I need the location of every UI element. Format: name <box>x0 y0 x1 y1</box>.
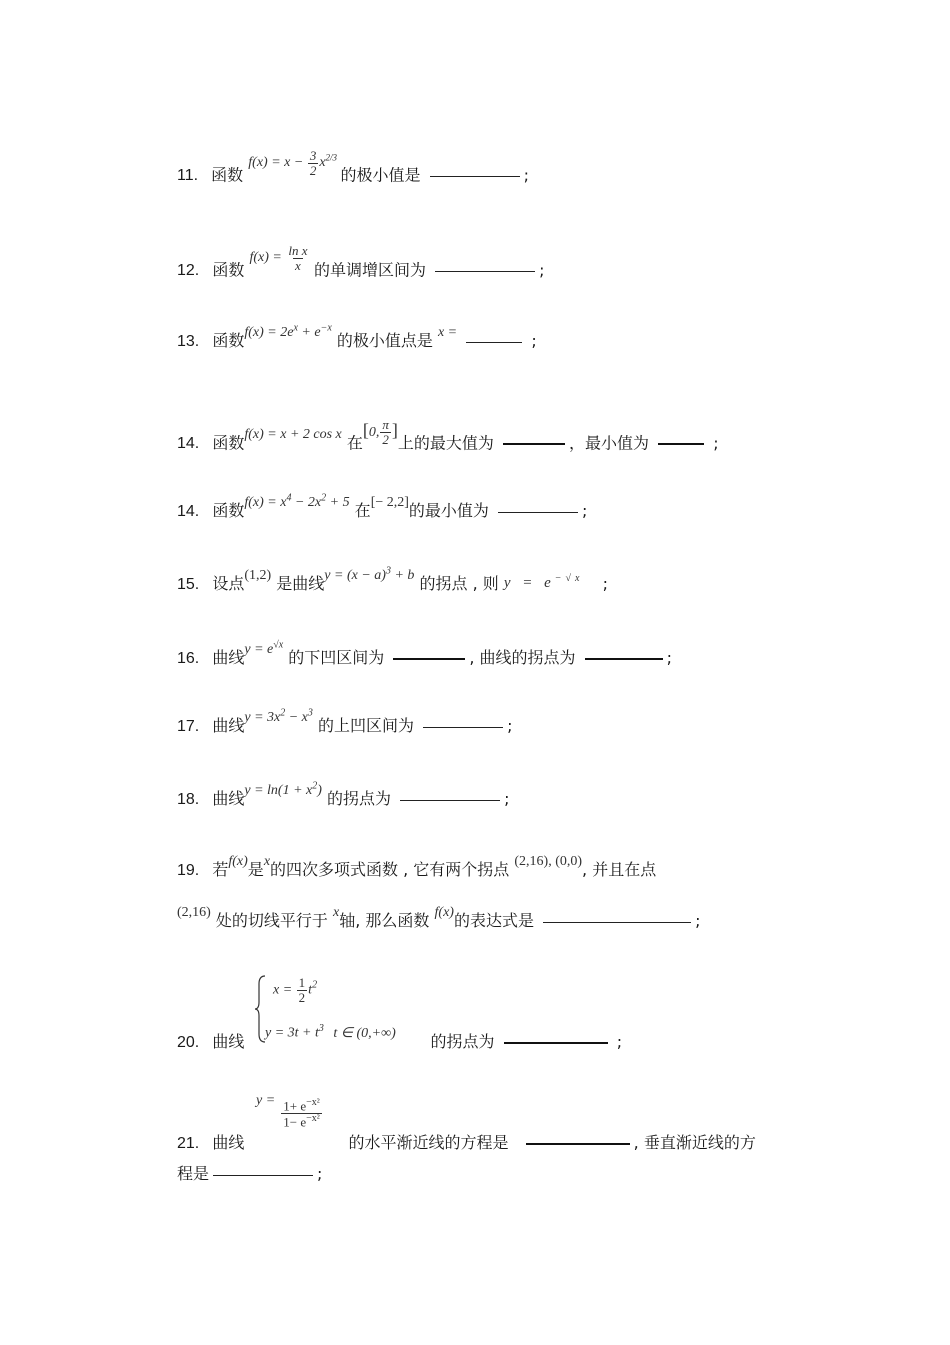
problem-text: 曲线 <box>212 648 245 667</box>
formula: x <box>263 854 271 869</box>
problem-17: 17. 曲线$y = 3x^2 - x^3$ 的上凹区间为 ; <box>177 707 513 735</box>
answer-blank <box>400 799 500 801</box>
problem-text: 是 <box>247 860 264 879</box>
formula: $y = 3x^2 - x^3$ <box>244 707 313 725</box>
problem-text: 的上凹区间为 <box>318 716 415 735</box>
problem-text: 程是 <box>177 1164 210 1183</box>
problem-text: 轴, 那么函数 <box>339 911 430 930</box>
problem-21 <box>177 1135 756 1152</box>
formula: f(x) = x + 2 cos x <box>244 427 342 443</box>
answer-blank <box>430 175 520 177</box>
problem-text: 上的最大值为 <box>397 433 494 453</box>
problem-number: 15. <box>177 576 200 593</box>
formula: $y = \ln(1 + x^2)$ <box>244 780 322 798</box>
answer-blank <box>498 511 578 513</box>
formula: $f(x) = x^4 - 2x^2 + 5$ <box>244 492 350 510</box>
problem-text: 函数 <box>212 260 245 280</box>
answer-blank <box>213 1174 313 1176</box>
problem-16: 16. 曲线$y = e^{√x}$ 的下凹区间为 , 曲线的拐点为 ; <box>177 639 673 667</box>
formula: (2,16), (0,0) <box>514 854 583 869</box>
problem-text: 曲线 <box>212 1032 245 1051</box>
formula: $y = (x - a)^3 + b$ <box>324 565 415 583</box>
problem-text: , 并且在点 <box>582 860 657 879</box>
problem-text: 函数 <box>212 501 245 520</box>
problem-text: , 曲线的拐点为 <box>469 648 576 667</box>
formula: (2,16) <box>177 905 211 920</box>
problem-text: 处的切线平行于 <box>215 911 328 930</box>
answer-blank <box>504 1041 608 1044</box>
problem-text: 曲线 <box>212 1133 245 1152</box>
problem-text: 设点 <box>212 574 245 593</box>
problem-number: 13. <box>177 333 200 350</box>
problem-text: 在 <box>354 501 371 520</box>
answer-blank <box>393 657 465 660</box>
problem-text: 的水平渐近线的方程是 <box>348 1133 509 1152</box>
problem-number: 19. <box>177 862 200 879</box>
problem-number: 21. <box>177 1135 200 1152</box>
problem-19-line2: (2,16) 处的切线平行于 x轴, 那么函数 f(x)的表达式是 ; <box>177 905 701 930</box>
problem-text: 的四次多项式函数 , 它有两个拐点 <box>270 860 510 879</box>
problem-11: 11. 函数 f(x) = x − $\frac{3}{2}$ $x^{2/3}$ 的极小值是 ; <box>177 148 530 185</box>
answer-blank <box>526 1142 630 1145</box>
problem-12: 12. 函数 f(x) = $\frac{\text{ln x}}{x}$ 的单调增区间为 ; <box>177 243 545 280</box>
problem-15: 15. 设点(1,2) 是曲线$y = (x - a)^3 + b$ 的拐点 , 则 $y = e^{-√x}$ ; <box>177 565 608 593</box>
problem-number: 14. <box>177 435 200 453</box>
formula: f(x) <box>434 905 454 920</box>
answer-blank <box>466 341 522 343</box>
problem-text: 函数 <box>211 165 244 185</box>
problem-13: 13. 函数$f(x) = 2e^x + e^{-x}$ 的极小值点是 x = ; <box>177 322 537 350</box>
interval: [− 2,2] <box>370 495 409 510</box>
problem-text: 曲线 <box>212 716 245 735</box>
problem-20: 20. 曲线 的拐点为 ; <box>177 1032 623 1051</box>
problem-text: 的拐点为 <box>430 1032 495 1051</box>
problem-number: 18. <box>177 791 200 808</box>
problem-text: 的极小值点是 <box>336 331 433 350</box>
problem-text: , 垂直渐近线的方 <box>633 1133 756 1152</box>
formula: (1,2) <box>244 568 272 583</box>
formula: f(x) <box>228 854 248 869</box>
problem-number: 17. <box>177 718 200 735</box>
formula: x <box>333 905 340 920</box>
problem-text: 的极小值是 <box>340 165 421 185</box>
problem-text: 函数 <box>212 433 245 453</box>
problem-19 <box>177 854 657 879</box>
distorted-formula: $y = e^{-√x}$ <box>503 573 584 591</box>
problem-text: 函数 <box>212 331 245 350</box>
problem-text: ，最小值为 <box>569 433 650 453</box>
problem-number: 11. <box>177 167 199 185</box>
formula: x = <box>437 325 458 340</box>
problem-18: 18. 曲线$y = \ln(1 + x^2)$ 的拐点为 ; <box>177 780 510 808</box>
answer-blank <box>503 442 565 445</box>
problem-text: 的拐点 , 则 <box>419 574 499 593</box>
problem-text: 曲线 <box>212 789 245 808</box>
problem-number: 20. <box>177 1034 200 1051</box>
answer-blank <box>543 921 691 923</box>
formula: $f(x) = 2e^x + e^{-x}$ <box>244 322 332 340</box>
problem-text: 的下凹区间为 <box>288 648 385 667</box>
answer-blank <box>435 270 535 272</box>
formula: f(x) = $\frac{\text{ln x}}{x}$ <box>249 243 308 273</box>
problem-text: 若 <box>212 860 229 879</box>
problem-text: 的单调增区间为 <box>313 260 426 280</box>
problem-text: 的最小值为 <box>408 501 489 520</box>
parametric-system: x = $\frac{1}{2}$ $t^2$ $y = 3t + t^3$ t ∈ (0,+∞) <box>255 974 425 1046</box>
answer-blank <box>658 442 704 445</box>
problem-text: 的拐点为 <box>327 789 392 808</box>
problem-21-line2: 程是 ; <box>177 1164 323 1183</box>
problem-number: 16. <box>177 650 200 667</box>
problem-text: 的表达式是 <box>453 911 534 930</box>
problem-number: 14. <box>177 503 200 520</box>
problem-number: 12. <box>177 262 200 280</box>
problem-14b: 14. 函数$f(x) = x^4 - 2x^2 + 5$ 在[− 2,2]的最小值为 ; <box>177 492 588 520</box>
problem-text: 在 <box>346 433 363 453</box>
problem-text: 是曲线 <box>276 574 325 593</box>
answer-blank <box>585 657 663 660</box>
formula-21: y = $\frac{1+ e^{-x^2}}{1- e^{-x^2}}$ <box>256 1092 320 1130</box>
formula: f(x) = x − $\frac{3}{2}$ $x^{2/3}$ <box>248 148 338 178</box>
formula: $y = e^{√x}$ <box>244 639 284 657</box>
answer-blank <box>423 726 503 728</box>
interval: [0, $\frac{\pi}{2}$ ] <box>362 417 398 447</box>
problem-14: 14. 函数f(x) = x + 2 cos x 在[0, $\frac{\pi}{2}$ ]上的最大值为 ，最小值为 ; <box>177 417 719 453</box>
